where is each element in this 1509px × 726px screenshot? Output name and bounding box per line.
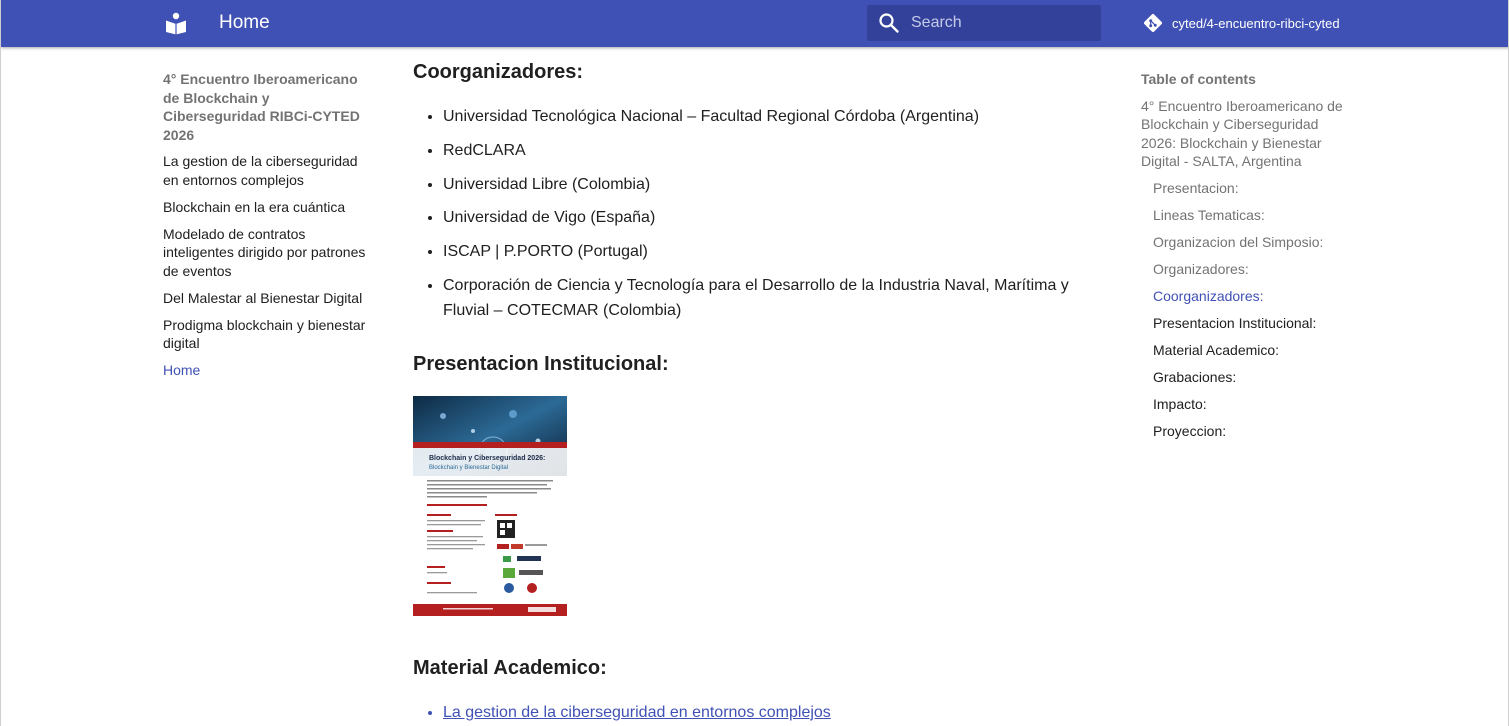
toc-item-organizadores[interactable]: Organizadores: xyxy=(1153,261,1249,277)
search-input[interactable] xyxy=(911,12,1091,34)
nav-item-home[interactable]: Home xyxy=(163,362,201,378)
list-item: • Universidad de Vigo (España) xyxy=(443,205,1083,231)
material-academico-list xyxy=(413,700,1083,725)
toc-item-grabaciones[interactable]: Grabaciones: xyxy=(1153,369,1237,385)
header-bar xyxy=(1,0,1509,47)
book-reader-logo-icon[interactable] xyxy=(164,11,188,35)
nav-item-modelado-contratos[interactable]: Modelado de contratos inteligentes dirigido por patrones de eventos xyxy=(163,225,366,279)
list-item: • Universidad Libre (Colombia) xyxy=(443,172,1083,198)
nav-site-title: 4° Encuentro Iberoamericano de Blockchain y Ciberseguridad RIBCi-CYTED 2026 xyxy=(163,71,360,143)
primary-navigation xyxy=(163,70,373,388)
main-content xyxy=(413,58,1083,725)
list-item: • Universidad Tecnológica Nacional – Facultad Regional Córdoba (Argentina) xyxy=(443,104,1083,130)
list-item: • Corporación de Ciencia y Tecnología para el Desarrollo de la Industria Naval, Marítima y Fluvial – COTECMAR (Colombia) xyxy=(443,273,1083,324)
poster-subheading-text xyxy=(429,465,508,471)
list-item: • RedCLARA xyxy=(443,138,1083,164)
toc-item-coorganizadores[interactable]: Coorganizadores: xyxy=(1153,288,1264,304)
toc-item-proyeccion[interactable]: Proyeccion: xyxy=(1153,423,1227,439)
nav-item-malestar-bienestar[interactable]: Del Malestar al Bienestar Digital xyxy=(163,289,363,306)
coorganizadores-heading: Coorganizadores: xyxy=(413,61,584,83)
svg-text:Blockchain y Ciberseguridad 20: Blockchain y Ciberseguridad 2026: xyxy=(429,454,546,462)
search-box[interactable] xyxy=(867,5,1101,41)
nav-item-gestion-ciberseguridad[interactable]: La gestion de la ciberseguridad en entornos complejos xyxy=(163,153,358,188)
toc-item-impacto[interactable]: Impacto: xyxy=(1153,396,1207,412)
git-icon xyxy=(1142,12,1164,34)
toc-item-page-title[interactable]: 4° Encuentro Iberoamericano de Blockchain y Ciberseguridad 2026: Blockchain y Bienestar Digital - SALTA, Argentina xyxy=(1141,97,1343,169)
coorganizadores-list xyxy=(413,104,1083,324)
repo-link[interactable] xyxy=(1142,11,1340,35)
event-poster-image[interactable] xyxy=(413,396,567,616)
header-title[interactable]: Home xyxy=(219,12,270,33)
table-of-contents xyxy=(1141,70,1351,449)
toc-title: Table of contents xyxy=(1141,71,1256,87)
toc-item-material-academico[interactable]: Material Academico: xyxy=(1153,342,1280,358)
list-item xyxy=(443,700,1083,725)
toc-item-presentacion-institucional[interactable]: Presentacion Institucional: xyxy=(1153,315,1317,331)
svg-text:Blockchain y Bienestar Digital: Blockchain y Bienestar Digital xyxy=(429,464,509,471)
material-academico-heading: Material Academico: xyxy=(413,656,607,679)
nav-item-blockchain-era-cuantica[interactable]: Blockchain en la era cuántica xyxy=(163,198,346,215)
nav-item-prodigma-blockchain[interactable]: Prodigma blockchain y bienestar digital xyxy=(163,316,366,351)
toc-item-organizacion-simposio[interactable]: Organizacion del Simposio: xyxy=(1153,234,1324,250)
toc-item-lineas-tematicas[interactable]: Lineas Tematicas: xyxy=(1153,207,1265,223)
material-link-gestion-ciberseguridad[interactable]: La gestion de la ciberseguridad en entornos complejos xyxy=(443,703,831,721)
poster-heading-text xyxy=(429,455,545,462)
repo-name[interactable]: cyted/4-encuentro-ribci-cyted xyxy=(1172,15,1340,31)
list-item: • ISCAP | P.PORTO (Portugal) xyxy=(443,239,1083,265)
toc-item-presentacion[interactable]: Presentacion: xyxy=(1153,180,1239,196)
search-icon xyxy=(877,11,901,35)
presentacion-institucional-heading: Presentacion Institucional: xyxy=(413,352,669,375)
